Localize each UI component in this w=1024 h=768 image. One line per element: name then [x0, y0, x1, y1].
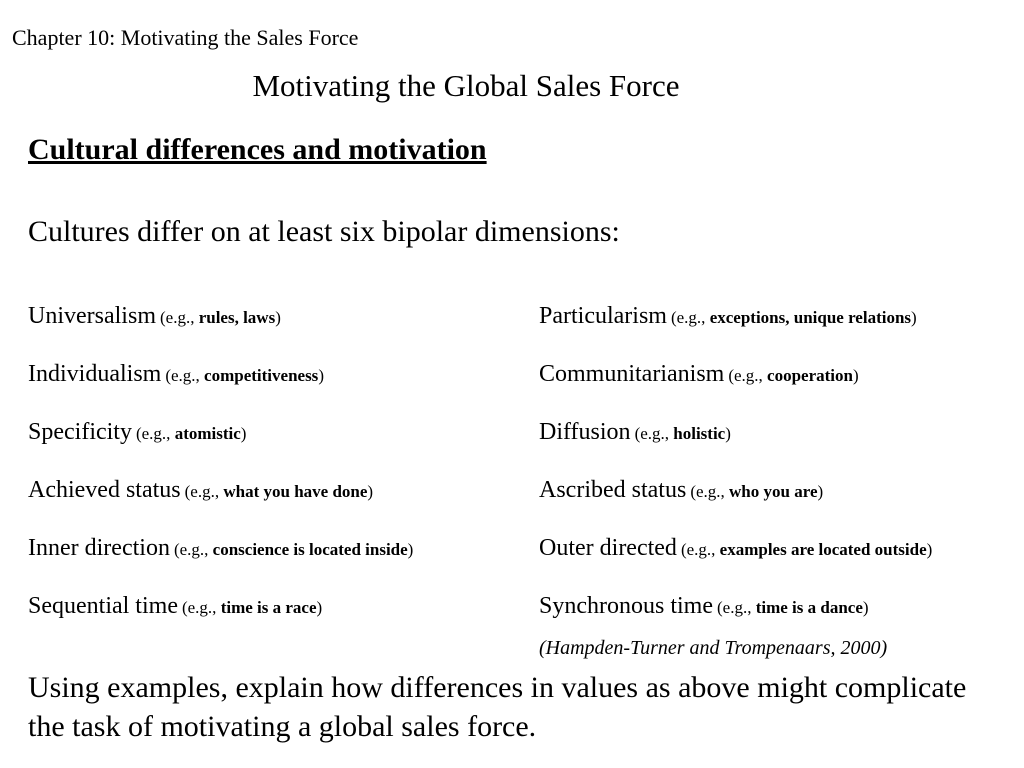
discussion-question: Using examples, explain how differences in values as above might complicate the task of motivating a global sales force.	[28, 671, 967, 743]
dimension-example: (e.g., what you have done)	[184, 482, 374, 501]
dimension-term: Achieved status	[28, 477, 181, 503]
dimension-right-5	[539, 535, 932, 562]
dimension-term: Sequential time	[28, 593, 178, 619]
dimension-left-2	[28, 361, 324, 388]
dimension-example: (e.g., competitiveness)	[165, 366, 324, 385]
chapter-label: Chapter 10: Motivating the Sales Force	[12, 25, 359, 50]
dimension-term: Specificity	[28, 419, 132, 445]
dimension-example: (e.g., exceptions, unique relations)	[670, 308, 917, 327]
dimension-term: Ascribed status	[539, 477, 687, 503]
citation: (Hampden-Turner and Trompenaars, 2000)	[539, 637, 888, 659]
dimension-example: (e.g., cooperation)	[728, 366, 859, 385]
dimension-term: Synchronous time	[539, 593, 713, 619]
dimension-example: (e.g., who you are)	[690, 482, 824, 501]
dimension-example: (e.g., time is a dance)	[717, 598, 869, 617]
dimension-right-6	[539, 593, 869, 620]
dimension-example: (e.g., holistic)	[634, 424, 731, 443]
dimension-left-3	[28, 419, 246, 446]
dimension-left-6	[28, 593, 322, 620]
dimension-right-1	[539, 303, 917, 330]
dimension-right-2	[539, 361, 859, 388]
dimension-left-5	[28, 535, 413, 562]
dimension-example: (e.g., conscience is located inside)	[173, 540, 414, 559]
dimension-term: Outer directed	[539, 535, 677, 561]
dimension-right-4	[539, 477, 823, 504]
section-heading: Cultural differences and motivation	[28, 133, 487, 166]
dimension-term: Communitarianism	[539, 361, 725, 387]
dimension-term: Diffusion	[539, 419, 631, 445]
dimension-example: (e.g., atomistic)	[135, 424, 247, 443]
dimension-example: (e.g., rules, laws)	[159, 308, 281, 327]
dimension-term: Individualism	[28, 361, 162, 387]
dimension-left-4	[28, 477, 373, 504]
slide-title: Motivating the Global Sales Force	[252, 68, 680, 103]
intro-text: Cultures differ on at least six bipolar dimensions:	[28, 215, 620, 248]
dimension-left-1	[28, 303, 281, 330]
dimension-example: (e.g., time is a race)	[181, 598, 323, 617]
dimension-term: Inner direction	[28, 535, 170, 561]
dimension-right-3	[539, 419, 731, 446]
dimension-example: (e.g., examples are located outside)	[680, 540, 933, 559]
dimension-term: Particularism	[539, 303, 667, 329]
dimension-term: Universalism	[28, 303, 156, 329]
